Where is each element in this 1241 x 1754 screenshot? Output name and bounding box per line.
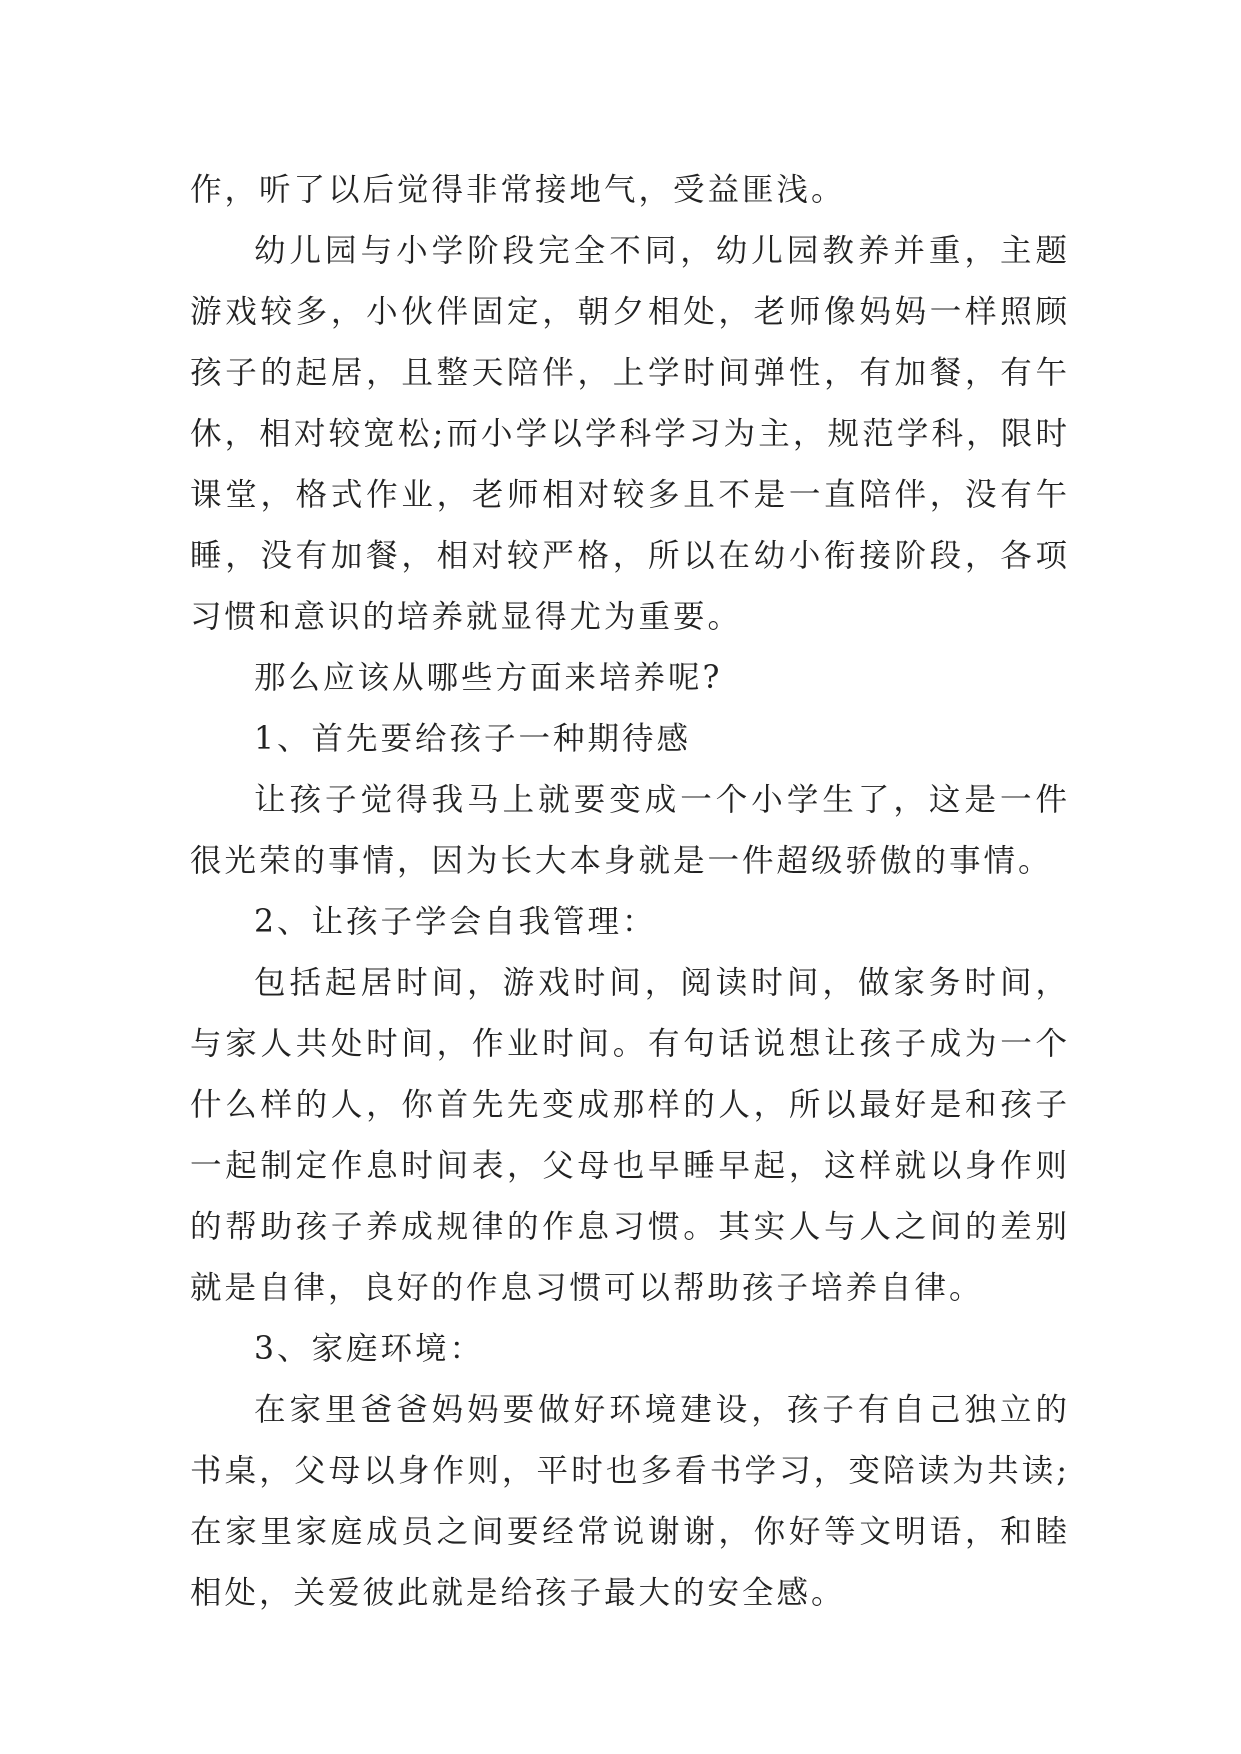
heading-item-3: 3、家庭环境： — [254, 1331, 485, 1367]
paragraph-continuation: 作，听了以后觉得非常接地气，受益匪浅。 — [190, 172, 846, 208]
document-body — [190, 160, 1070, 1624]
paragraph-item-1: 让孩子觉得我马上就要变成一个小学生了，这是一件很光荣的事情，因为长大本身就是一件超级骄傲的事情。 — [190, 782, 1070, 879]
paragraph-question: 那么应该从哪些方面来培养呢? — [254, 660, 723, 696]
heading-item-2: 2、让孩子学会自我管理： — [254, 904, 657, 940]
paragraph-item-3: 在家里爸爸妈妈要做好环境建设，孩子有自己独立的书桌，父母以身作则，平时也多看书学习，变陪读为共读;在家里家庭成员之间要经常说谢谢，你好等文明语，和睦相处，关爱彼此就是给孩子最大的安全感。 — [190, 1392, 1070, 1611]
paragraph-kindergarten-vs-primary: 幼儿园与小学阶段完全不同，幼儿园教养并重，主题游戏较多，小伙伴固定，朝夕相处，老师像妈妈一样照顾孩子的起居，且整天陪伴，上学时间弹性，有加餐，有午休，相对较宽松;而小学以学科学习为主，规范学科，限时课堂，格式作业，老师相对较多且不是一直陪伴，没有午睡，没有加餐，相对较严格，所以在幼小衔接阶段，各项习惯和意识的培养就显得尤为重要。 — [190, 233, 1070, 635]
heading-item-1: 1、首先要给孩子一种期待感 — [254, 721, 692, 757]
paragraph-item-2: 包括起居时间，游戏时间，阅读时间，做家务时间，与家人共处时间，作业时间。有句话说想让孩子成为一个什么样的人，你首先先变成那样的人，所以最好是和孩子一起制定作息时间表，父母也早睡早起，这样就以身作则的帮助孩子养成规律的作息习惯。其实人与人之间的差别就是自律，良好的作息习惯可以帮助孩子培养自律。 — [190, 965, 1070, 1306]
